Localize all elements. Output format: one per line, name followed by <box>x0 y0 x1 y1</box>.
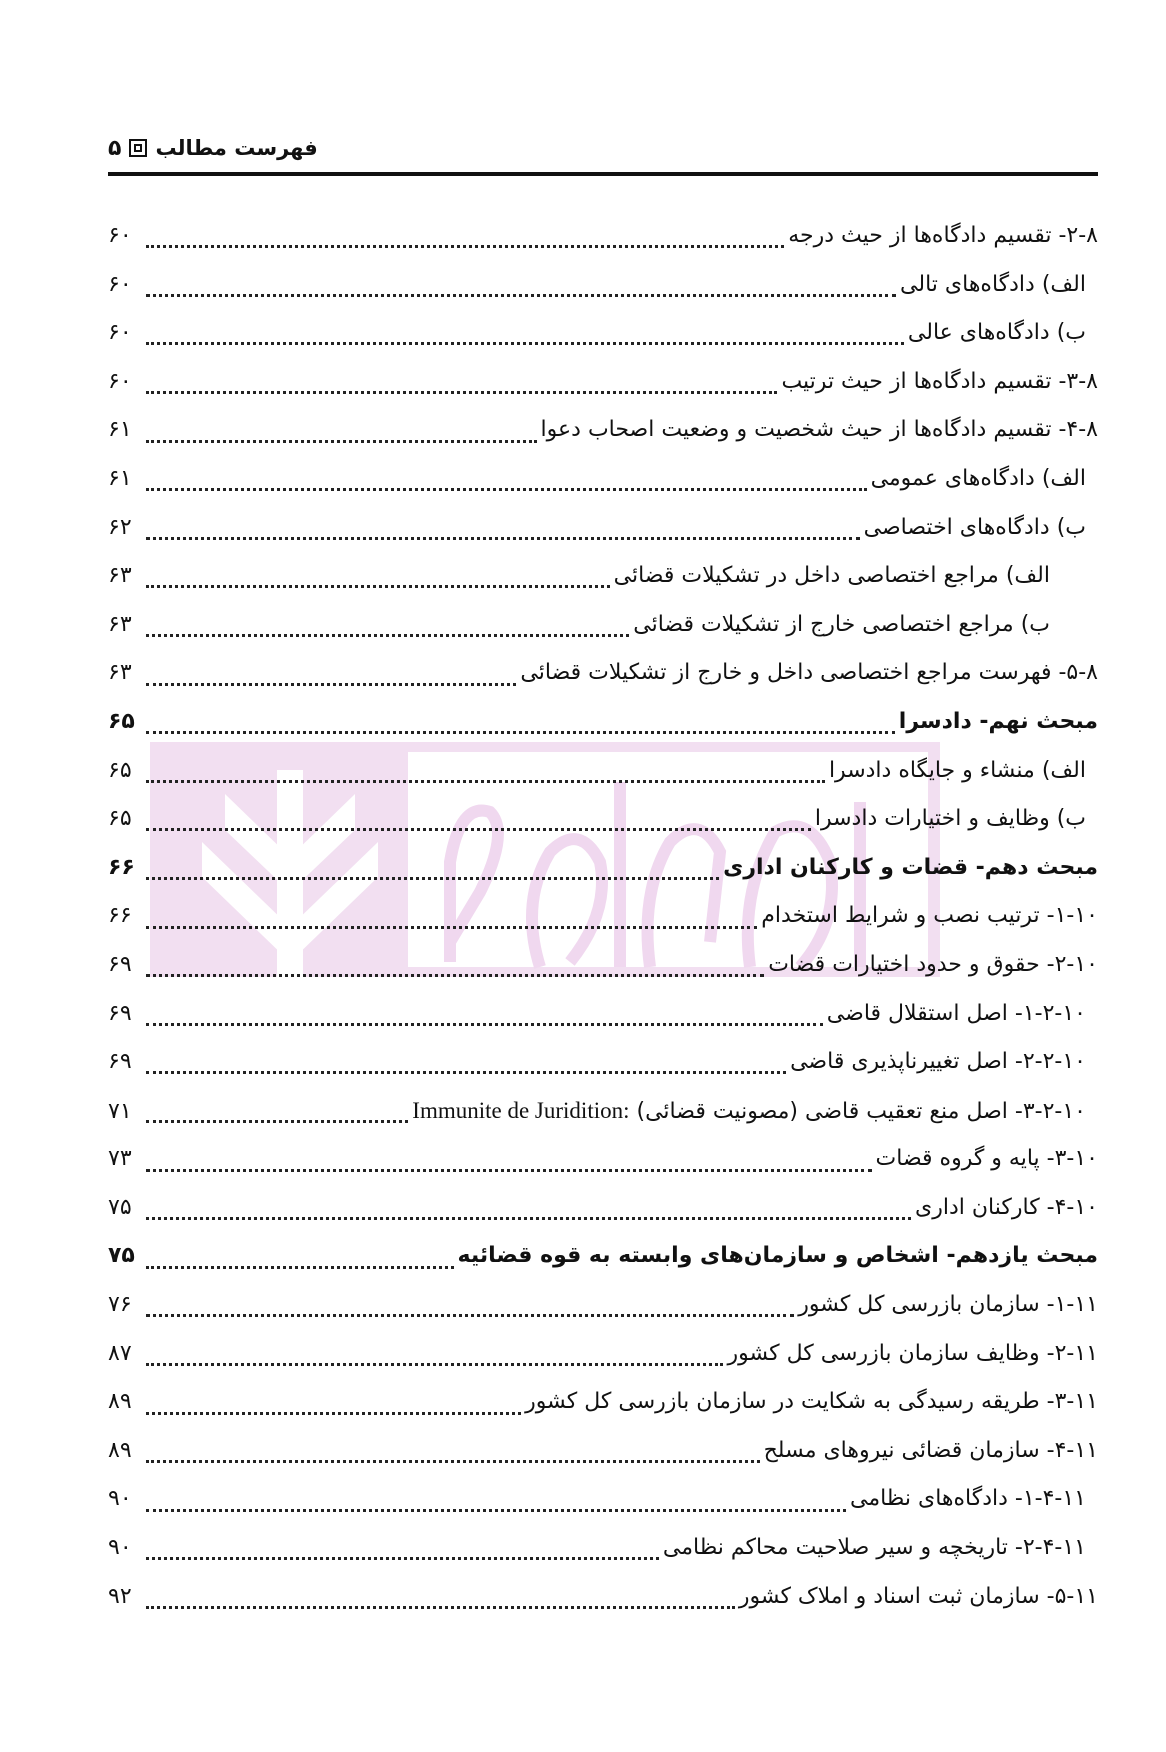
entry-title: الف) منشاء و جایگاه دادسرا <box>828 757 1086 783</box>
toc-entry[interactable] <box>108 1378 1098 1427</box>
entry-page: ۶۲ <box>108 514 132 540</box>
toc-entry[interactable] <box>108 504 1098 553</box>
toc-section-heading[interactable] <box>108 844 1098 893</box>
entry-page: ۶۳ <box>108 563 132 589</box>
entry-page: ۶۵ <box>108 708 135 734</box>
dot-leader <box>146 925 757 929</box>
header-page-number: ۵ <box>108 135 122 161</box>
entry-title: مبحث نهم- دادسرا <box>898 708 1098 734</box>
toc-entry[interactable] <box>108 1038 1098 1087</box>
entry-page: ۶۶ <box>108 903 132 929</box>
header-rule <box>108 172 1098 176</box>
dot-leader <box>146 439 537 443</box>
toc-entry[interactable] <box>108 261 1098 310</box>
entry-title: ۱-۲-۱۰- اصل استقلال قاضی <box>826 1000 1086 1026</box>
entry-title: ۲-۱۰- حقوق و حدود اختیارات قضات <box>768 951 1098 977</box>
entry-title: الف) دادگاه‌های تالی <box>900 271 1086 297</box>
entry-page: ۶۹ <box>108 1049 132 1075</box>
dot-leader <box>146 536 860 540</box>
entry-title: ۳-۲-۱۰- اصل منع تعقیب قاضی (مصونیت قضائی) <box>636 1098 1086 1124</box>
dot-leader <box>146 1508 846 1512</box>
header-title: فهرست مطالب <box>155 136 318 160</box>
toc-entry[interactable] <box>108 795 1098 844</box>
entry-title: ب) دادگاه‌های اختصاصی <box>863 514 1086 540</box>
toc-entry[interactable] <box>108 1281 1098 1330</box>
dot-leader <box>146 390 777 394</box>
square-ornament-icon <box>129 139 147 157</box>
entry-title: الف) دادگاه‌های عمومی <box>870 465 1086 491</box>
entry-page: ۷۳ <box>108 1146 132 1172</box>
dot-leader <box>146 1022 823 1026</box>
entry-page: ۷۶ <box>108 1292 132 1318</box>
entry-title: ۲-۴-۱۱- تاریخچه و سیر صلاحیت محاکم نظامی <box>662 1535 1086 1561</box>
entry-page: ۶۰ <box>108 368 132 394</box>
dot-leader <box>146 1556 659 1560</box>
entry-title: ۱-۴-۱۱- دادگاه‌های نظامی <box>849 1486 1086 1512</box>
toc-entry[interactable] <box>108 1330 1098 1379</box>
entry-title: مبحث دهم- قضات و کارکنان اداری <box>723 854 1098 880</box>
entry-title: ب) دادگاه‌های عالی <box>907 320 1086 346</box>
entry-page: ۶۳ <box>108 611 132 637</box>
dot-leader <box>146 827 811 831</box>
toc-entry[interactable] <box>108 1184 1098 1233</box>
entry-title: ۳-۱۰- پایه و گروه قضات <box>875 1146 1098 1172</box>
entry-title: ۴-۱۰- کارکنان اداری <box>915 1194 1098 1220</box>
entry-title: ب) مراجع اختصاصی خارج از تشکیلات قضائی <box>633 611 1050 637</box>
dot-leader <box>146 682 516 686</box>
toc-entry[interactable] <box>108 406 1098 455</box>
dot-leader <box>146 584 610 588</box>
dot-leader <box>146 1168 872 1172</box>
entry-title: مبحث یازدهم- اشخاص و سازمان‌های وابسته به قوه قضائیه <box>457 1243 1098 1269</box>
toc-section-heading[interactable] <box>108 1232 1098 1281</box>
entry-page: ۶۹ <box>108 951 132 977</box>
toc-entry[interactable] <box>108 892 1098 941</box>
toc-entry[interactable] <box>108 990 1098 1039</box>
dot-leader <box>146 1411 521 1415</box>
toc-entry[interactable] <box>108 1524 1098 1573</box>
toc-entry[interactable] <box>108 601 1098 650</box>
toc-entry[interactable] <box>108 1427 1098 1476</box>
toc-entry[interactable] <box>108 358 1098 407</box>
toc-entry[interactable] <box>108 1135 1098 1184</box>
entry-page: ۶۰ <box>108 271 132 297</box>
toc-entry[interactable] <box>108 1475 1098 1524</box>
table-of-contents <box>108 212 1098 1621</box>
dot-leader <box>146 1119 408 1123</box>
toc-entry[interactable] <box>108 212 1098 261</box>
entry-title: ۴-۱۱- سازمان قضائی نیروهای مسلح <box>763 1437 1098 1463</box>
entry-page: ۸۹ <box>108 1437 132 1463</box>
dot-leader <box>146 487 867 491</box>
dot-leader <box>146 1362 723 1366</box>
entry-title: الف) مراجع اختصاصی داخل در تشکیلات قضائی <box>613 563 1050 589</box>
entry-page: ۶۳ <box>108 660 132 686</box>
toc-entry[interactable] <box>108 747 1098 796</box>
toc-entry[interactable] <box>108 649 1098 698</box>
dot-leader <box>146 876 719 880</box>
entry-title: ۴-۸- تقسیم دادگاه‌ها از حیث شخصیت و وضعیت اصحاب دعوا <box>540 417 1098 443</box>
entry-page: ۷۱ <box>108 1098 132 1124</box>
toc-section-heading[interactable] <box>108 698 1098 747</box>
toc-entry[interactable] <box>108 455 1098 504</box>
entry-title: ۵-۸- فهرست مراجع اختصاصی داخل و خارج از تشکیلات قضائی <box>520 660 1098 686</box>
entry-title: ب) وظایف و اختیارات دادسرا <box>814 806 1086 832</box>
dot-leader <box>146 1313 794 1317</box>
entry-latin-term: Immunite de Juridition: <box>412 1097 630 1123</box>
entry-page: ۶۱ <box>108 465 132 491</box>
entry-title: ۱-۱۱- سازمان بازرسی کل کشور <box>798 1292 1098 1318</box>
dot-leader <box>146 1459 760 1463</box>
toc-entry[interactable] <box>108 552 1098 601</box>
dot-leader <box>146 779 825 783</box>
dot-leader <box>146 341 904 345</box>
entry-page: ۶۵ <box>108 806 132 832</box>
dot-leader <box>146 293 896 297</box>
entry-page: ۸۷ <box>108 1340 132 1366</box>
dot-leader <box>146 633 629 637</box>
entry-page: ۶۵ <box>108 757 132 783</box>
toc-entry[interactable] <box>108 309 1098 358</box>
entry-page: ۷۵ <box>108 1243 135 1269</box>
entry-page: ۶۹ <box>108 1000 132 1026</box>
dot-leader <box>146 1216 911 1220</box>
entry-page: ۹۲ <box>108 1583 132 1609</box>
entry-title: ۳-۱۱- طریقه رسیدگی به شکایت در سازمان بازرسی کل کشور <box>525 1389 1098 1415</box>
toc-entry[interactable] <box>108 1087 1098 1136</box>
entry-title: ۳-۸- تقسیم دادگاه‌ها از حیث ترتیب <box>781 368 1098 394</box>
dot-leader <box>146 1605 735 1609</box>
entry-title: ۵-۱۱- سازمان ثبت اسناد و املاک کشور <box>738 1583 1098 1609</box>
entry-page: ۶۰ <box>108 223 132 248</box>
dot-leader <box>146 1265 454 1269</box>
entry-title: ۱-۱۰- ترتیب نصب و شرایط استخدام <box>761 903 1098 929</box>
dot-leader <box>146 730 895 734</box>
running-header <box>108 128 318 168</box>
entry-page: ۹۰ <box>108 1486 132 1512</box>
entry-page: ۹۰ <box>108 1535 132 1561</box>
toc-entry[interactable] <box>108 1573 1098 1622</box>
dot-leader <box>146 973 764 977</box>
entry-page: ۶۰ <box>108 320 132 346</box>
dot-leader <box>146 1070 786 1074</box>
toc-entry[interactable] <box>108 941 1098 990</box>
entry-title: ۲-۱۱- وظایف سازمان بازرسی کل کشور <box>727 1340 1098 1366</box>
entry-title: ۲-۸- تقسیم دادگاه‌ها از حیث درجه <box>788 223 1098 248</box>
dot-leader <box>146 244 784 248</box>
entry-title: ۲-۲-۱۰- اصل تغییرناپذیری قاضی <box>790 1049 1086 1075</box>
entry-page: ۶۱ <box>108 417 132 443</box>
entry-page: ۶۶ <box>108 854 135 880</box>
entry-page: ۷۵ <box>108 1194 132 1220</box>
entry-page: ۸۹ <box>108 1389 132 1415</box>
